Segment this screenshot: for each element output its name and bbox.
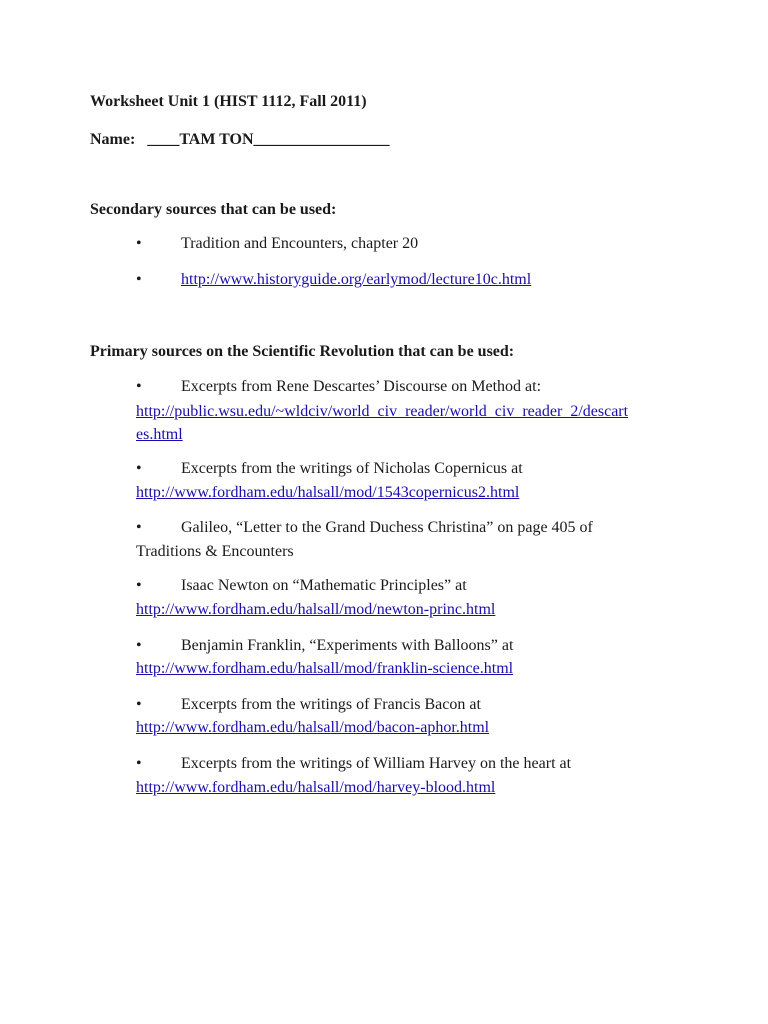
bullet-icon: • <box>136 519 142 536</box>
bullet-icon: • <box>136 696 142 713</box>
primary-item-link[interactable]: http://www.fordham.edu/halsall/mod/bacon-aphor.html <box>136 719 490 736</box>
primary-heading: Primary sources on the Scientific Revolution that can be used: <box>90 343 515 360</box>
primary-item-link-continued[interactable]: es.html <box>136 426 183 443</box>
primary-item-link[interactable]: http://www.fordham.edu/halsall/mod/franklin-science.html <box>136 660 514 677</box>
name-label: Name: <box>90 131 136 148</box>
primary-item-link[interactable]: http://www.fordham.edu/halsall/mod/newton-princ.html <box>136 601 496 618</box>
secondary-item-text: Tradition and Encounters, chapter 20 <box>181 235 419 252</box>
primary-item-text-continued: Traditions & Encounters <box>136 543 294 560</box>
bullet-icon: • <box>136 271 142 288</box>
worksheet-title: Worksheet Unit 1 (HIST 1112, Fall 2011) <box>90 93 367 110</box>
name-value: ____TAM TON_________________ <box>147 131 390 148</box>
secondary-item-link[interactable]: http://www.historyguide.org/earlymod/lecture10c.html <box>181 271 532 288</box>
name-line <box>90 130 390 150</box>
secondary-heading: Secondary sources that can be used: <box>90 201 337 218</box>
bullet-icon: • <box>136 235 142 252</box>
primary-item-link[interactable]: http://www.fordham.edu/halsall/mod/harvey-blood.html <box>136 779 496 796</box>
bullet-icon: • <box>136 460 142 477</box>
primary-item-text: Excerpts from the writings of Nicholas Copernicus at <box>181 460 523 477</box>
bullet-icon: • <box>136 378 142 395</box>
primary-item-text: Isaac Newton on “Mathematic Principles” at <box>181 577 467 594</box>
primary-item-link[interactable]: http://public.wsu.edu/~wldciv/world_civ_reader/world_civ_reader_2/descart <box>136 403 629 420</box>
primary-item-text: Excerpts from the writings of William Harvey on the heart at <box>181 755 572 772</box>
primary-item-text: Excerpts from Rene Descartes’ Discourse on Method at: <box>181 378 542 395</box>
primary-item-text: Benjamin Franklin, “Experiments with Balloons” at <box>181 637 514 654</box>
primary-item-text: Galileo, “Letter to the Grand Duchess Christina” on page 405 of <box>181 519 593 536</box>
primary-item-link[interactable]: http://www.fordham.edu/halsall/mod/1543copernicus2.html <box>136 484 520 501</box>
bullet-icon: • <box>136 755 142 772</box>
bullet-icon: • <box>136 577 142 594</box>
primary-item-text: Excerpts from the writings of Francis Bacon at <box>181 696 481 713</box>
bullet-icon: • <box>136 637 142 654</box>
